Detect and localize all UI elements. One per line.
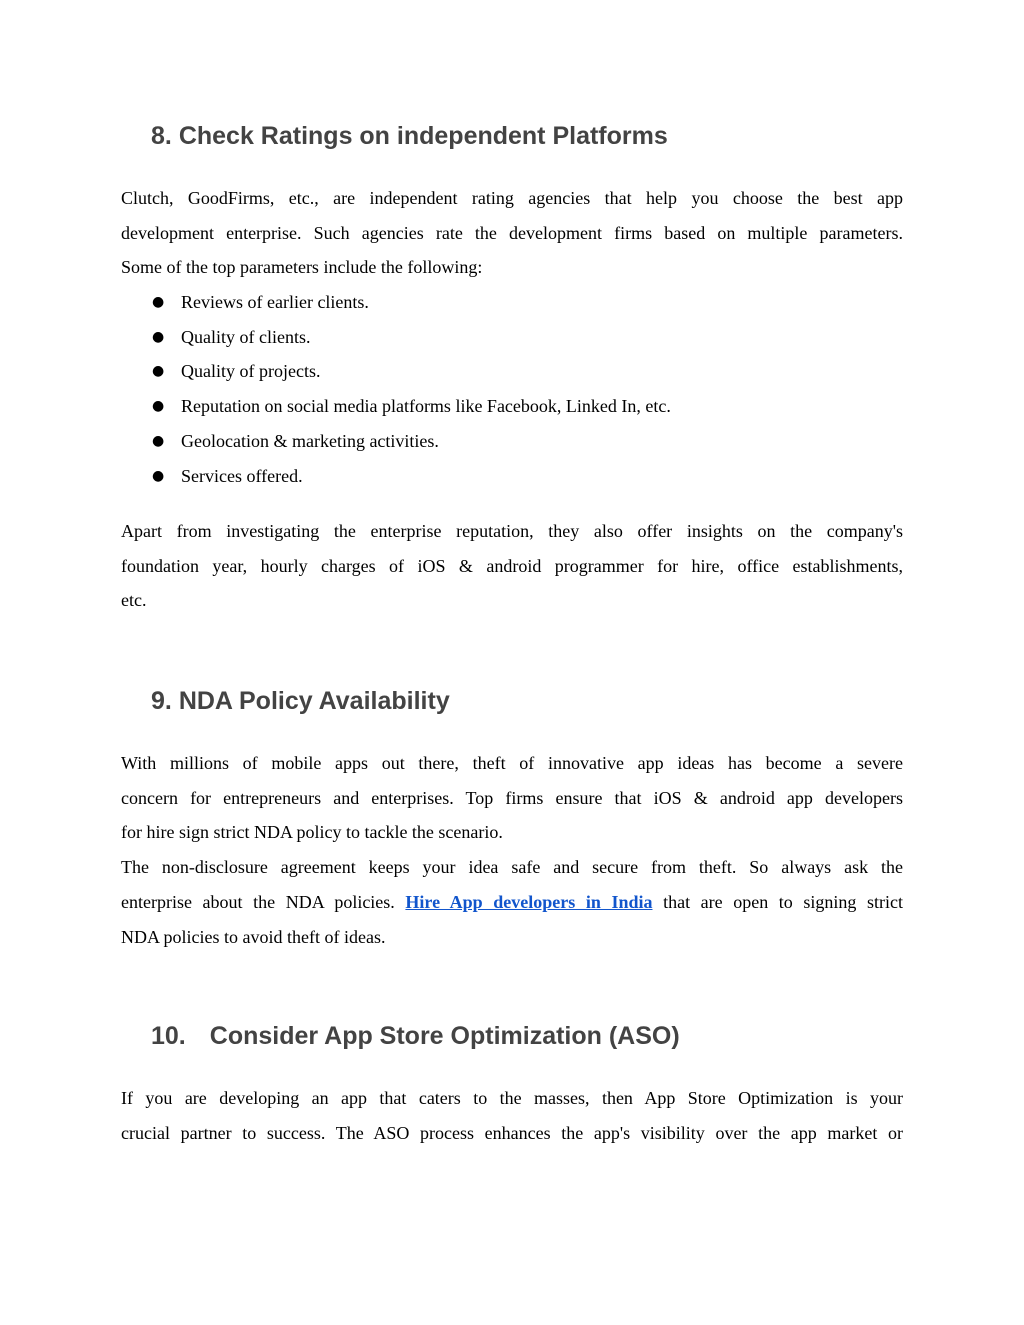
- section-9-number: 9.: [151, 687, 172, 715]
- paragraph-line: foundation year, hourly charges of iOS & android programmer for hire, office establishments,: [121, 555, 903, 576]
- paragraph-line: Clutch, GoodFirms, etc., are independent rating agencies that help you choose the best app: [121, 188, 903, 208]
- bullet-icon: ●: [152, 294, 165, 310]
- link-line-after: that are open to signing strict: [663, 891, 903, 912]
- section-10-paragraph: [121, 1081, 903, 1150]
- bullet-icon: ●: [152, 328, 165, 345]
- bullet-item: [121, 285, 903, 320]
- paragraph-line: crucial partner to success. The ASO process enhances the app's visibility over the app market or: [121, 1122, 903, 1143]
- section-8-number: 8.: [151, 122, 172, 150]
- section-8-outro-paragraph: [121, 514, 903, 618]
- paragraph-line: If you are developing an app that caters to the masses, then App Store Optimization is your: [121, 1088, 903, 1108]
- section-9-heading: [151, 685, 450, 717]
- paragraph-line: etc.: [121, 590, 147, 611]
- bullet-icon: ●: [152, 363, 165, 380]
- bullet-item: [121, 354, 903, 389]
- section-9-title: NDA Policy Availability: [178, 687, 450, 715]
- paragraph-line: NDA policies to avoid theft of ideas.: [121, 926, 386, 947]
- section-10-title: Consider App Store Optimization (ASO): [209, 1022, 680, 1050]
- section-8-heading: [151, 120, 668, 152]
- paragraph-line: Some of the top parameters include the following:: [121, 257, 483, 278]
- paragraph-line: Apart from investigating the enterprise reputation, they also offer insights on the company's: [121, 521, 903, 541]
- section-8-title: Check Ratings on independent Platforms: [178, 122, 668, 150]
- bullet-item: [121, 459, 903, 494]
- parameters-bullet-list: [121, 285, 903, 493]
- bullet-text: Reputation on social media platforms like Facebook, Linked In, etc.: [181, 396, 671, 417]
- paragraph-line: The non-disclosure agreement keeps your idea safe and secure from theft. So always ask the: [121, 857, 903, 878]
- section-8-intro-paragraph: [121, 181, 903, 285]
- bullet-item: [121, 389, 903, 424]
- bullet-icon: ●: [152, 432, 165, 449]
- link-line-before: enterprise about the NDA policies.: [121, 891, 395, 912]
- paragraph-line-with-link: [121, 885, 903, 920]
- bullet-text: Quality of projects.: [181, 361, 321, 382]
- paragraph-line: development enterprise. Such agencies rate the development firms based on multiple parameters.: [121, 222, 903, 243]
- bullet-text: Reviews of earlier clients.: [181, 292, 369, 312]
- hire-app-developers-link[interactable]: Hire App developers in India: [405, 891, 653, 912]
- bullet-text: Services offered.: [181, 465, 303, 486]
- paragraph-line: for hire sign strict NDA policy to tackle the scenario.: [121, 822, 503, 843]
- section-9-paragraph: [121, 746, 903, 954]
- section-10-heading: [151, 1020, 680, 1052]
- bullet-icon: ●: [152, 467, 165, 484]
- paragraph-line: concern for entrepreneurs and enterprises. Top firms ensure that iOS & android app developers: [121, 787, 903, 808]
- section-10-number: 10.: [151, 1022, 186, 1050]
- bullet-item: [121, 320, 903, 355]
- bullet-icon: ●: [152, 398, 165, 415]
- paragraph-line: With millions of mobile apps out there, theft of innovative app ideas has become a severe: [121, 753, 903, 773]
- bullet-item: [121, 424, 903, 459]
- bullet-text: Quality of clients.: [181, 326, 311, 347]
- bullet-text: Geolocation & marketing activities.: [181, 430, 439, 451]
